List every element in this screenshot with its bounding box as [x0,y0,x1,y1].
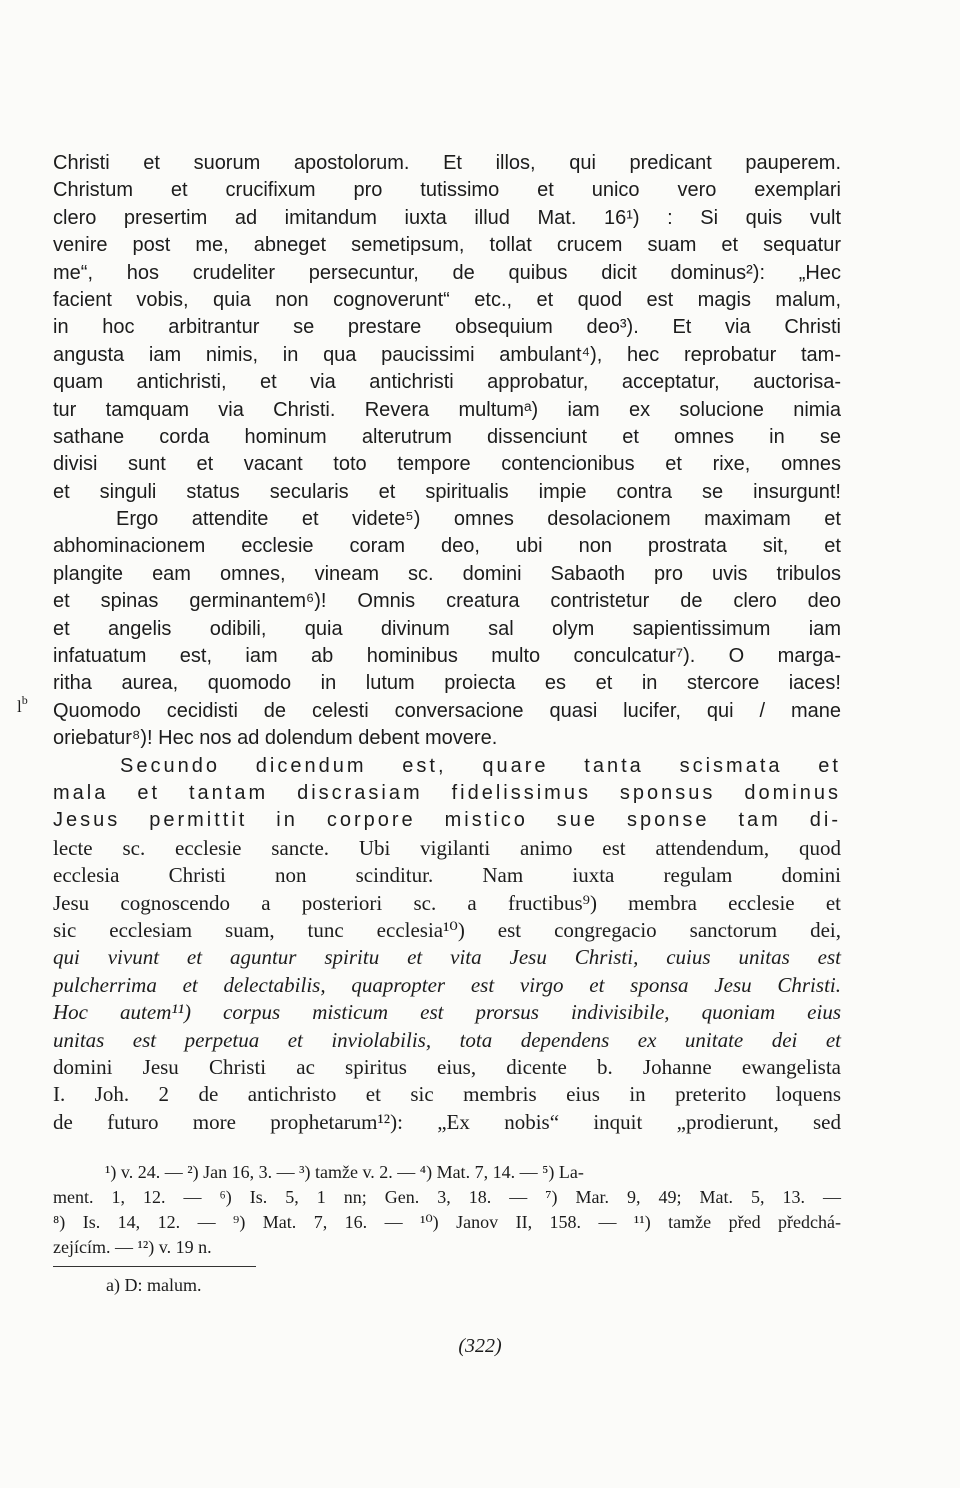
text-line: Christi et suorum apostolorum. Et illos, qui predicant pauperem. [53,152,841,174]
text-line: domini Jesu Christi ac spiritus eius, dicente b. Johanne ewangelista [53,1054,841,1079]
text-line: facient vobis, quia non cognoverunt“ etc., et quod est magis malum, [53,288,841,311]
margin-note-letter: l [17,697,22,716]
text-line: Secundo dicendum est, quare tanta scismata et [120,754,841,777]
text-line: sic ecclesiam suam, tunc ecclesia¹⁰) est congregacio sanctorum dei, [53,917,841,942]
text-line: qui vivunt et aguntur spiritu et vita Jesu Christi, cuius unitas est [53,945,841,970]
footnotes [53,1160,841,1260]
text-line: plangite eam omnes, vineam sc. domini Sabaoth pro uvis tribulos [53,562,841,585]
text-line: in hoc arbitrantur se prestare obsequium deo³). Et via Christi [53,316,841,339]
text-line: lecte sc. ecclesie sancte. Ubi vigilanti animo est attendendum, quod [53,835,841,860]
text-line: sathane corda hominum alterutrum dissenciunt et omnes in se [53,425,841,448]
variant-note: a) D: malum. [106,1275,202,1295]
margin-note [17,693,28,717]
text-line: clero presertim ad imitandum iuxta illud Mat. 16¹) : Si quis vult [53,206,841,229]
text-line: Jesus permittit in corpore mistico sue sponse tam di- [53,809,841,832]
text-line: et singuli status secularis et spiritualis impie contra se insurgunt! [53,480,841,503]
text-line: Quomodo cecidisti de celesti conversacione quasi lucifer, qui / mane [53,699,841,722]
text-line: venire post me, abneget semetipsum, tollat crucem suam et sequatur [53,234,841,257]
text-line: Christum et crucifixum pro tutissimo et unico vero exemplari [53,179,841,202]
footnote-line: ment. 1, 12. — ⁶) Is. 5, 1 nn; Gen. 3, 18. — ⁷) Mar. 9, 49; Mat. 5, 13. — [53,1187,841,1207]
footnote-line: ¹) v. 24. — ²) Jan 16, 3. — ³) tamže v. 2. — ⁴) Mat. 7, 14. — ⁵) La- [105,1162,584,1182]
margin-note-sup: b [21,693,28,707]
text-line: de futuro more prophetarum¹²): „Ex nobis“ inquit „prodierunt, sed [53,1109,841,1134]
text-line: me“, hos crudeliter persecuntur, de quibus dicit dominus²): „Hec [53,261,841,284]
text-line: I. Joh. 2 de antichristo et sic membris eius in preterito loquens [53,1082,841,1107]
text-line: et spinas germinantem⁶)! Omnis creatura contristetur de clero deo [53,590,841,613]
text-line: abhominacionem ecclesie coram deo, ubi non prostrata sit, et [53,535,841,558]
footnote-line: ⁸) Is. 14, 12. — ⁹) Mat. 7, 16. — ¹⁰) Janov II, 158. — ¹¹) tamže před předchá- [53,1212,841,1232]
text-line: angusta iam nimis, in qua paucissimi ambulant⁴), hec reprobatur tam- [53,343,841,366]
text-line: Jesu cognoscendo a posteriori sc. a fructibus⁹) membra ecclesie et [53,890,841,915]
text-line: ritha aurea, quomodo in lutum proiecta es et in stercore iaces! [53,672,841,695]
text-line: pulcherrima et delectabilis, quapropter est virgo et sponsa Jesu Christi. [53,972,841,997]
footnote-divider [53,1266,256,1267]
main-text [53,150,841,1136]
text-line: ecclesia Christi non scinditur. Nam iuxta regulam domini [53,863,841,888]
text-line: mala et tantam discrasiam fidelissimus sponsus dominus [53,781,841,804]
text-line: tur tamquam via Christi. Revera multumᵃ) iam ex solucione nimia [53,398,841,421]
text-line: oriebatur⁸)! Hec nos ad dolendum debent movere. [53,727,498,750]
text-line: unitas est perpetua et inviolabilis, tota dependens ex unitate dei et [53,1027,841,1052]
page-number: (322) [458,1335,502,1357]
text-line: Ergo attendite et videte⁵) omnes desolacionem maximam et [116,508,841,531]
text-line: quam antichristi, et via antichristi approbatur, acceptatur, auctorisa- [53,371,841,394]
text-line: Hoc autem¹¹) corpus misticum est prorsus indivisibile, quoniam eius [53,1000,841,1025]
text-line: infatuatum est, iam ab hominibus multo conculcatur⁷). O marga- [53,645,841,668]
text-line: et angelis odibili, quia divinum sal olym sapientissimum iam [53,617,841,640]
text-line: divisi sunt et vacant toto tempore contencionibus et rixe, omnes [53,453,841,476]
footnote-line: zejícím. — ¹²) v. 19 n. [53,1237,212,1257]
